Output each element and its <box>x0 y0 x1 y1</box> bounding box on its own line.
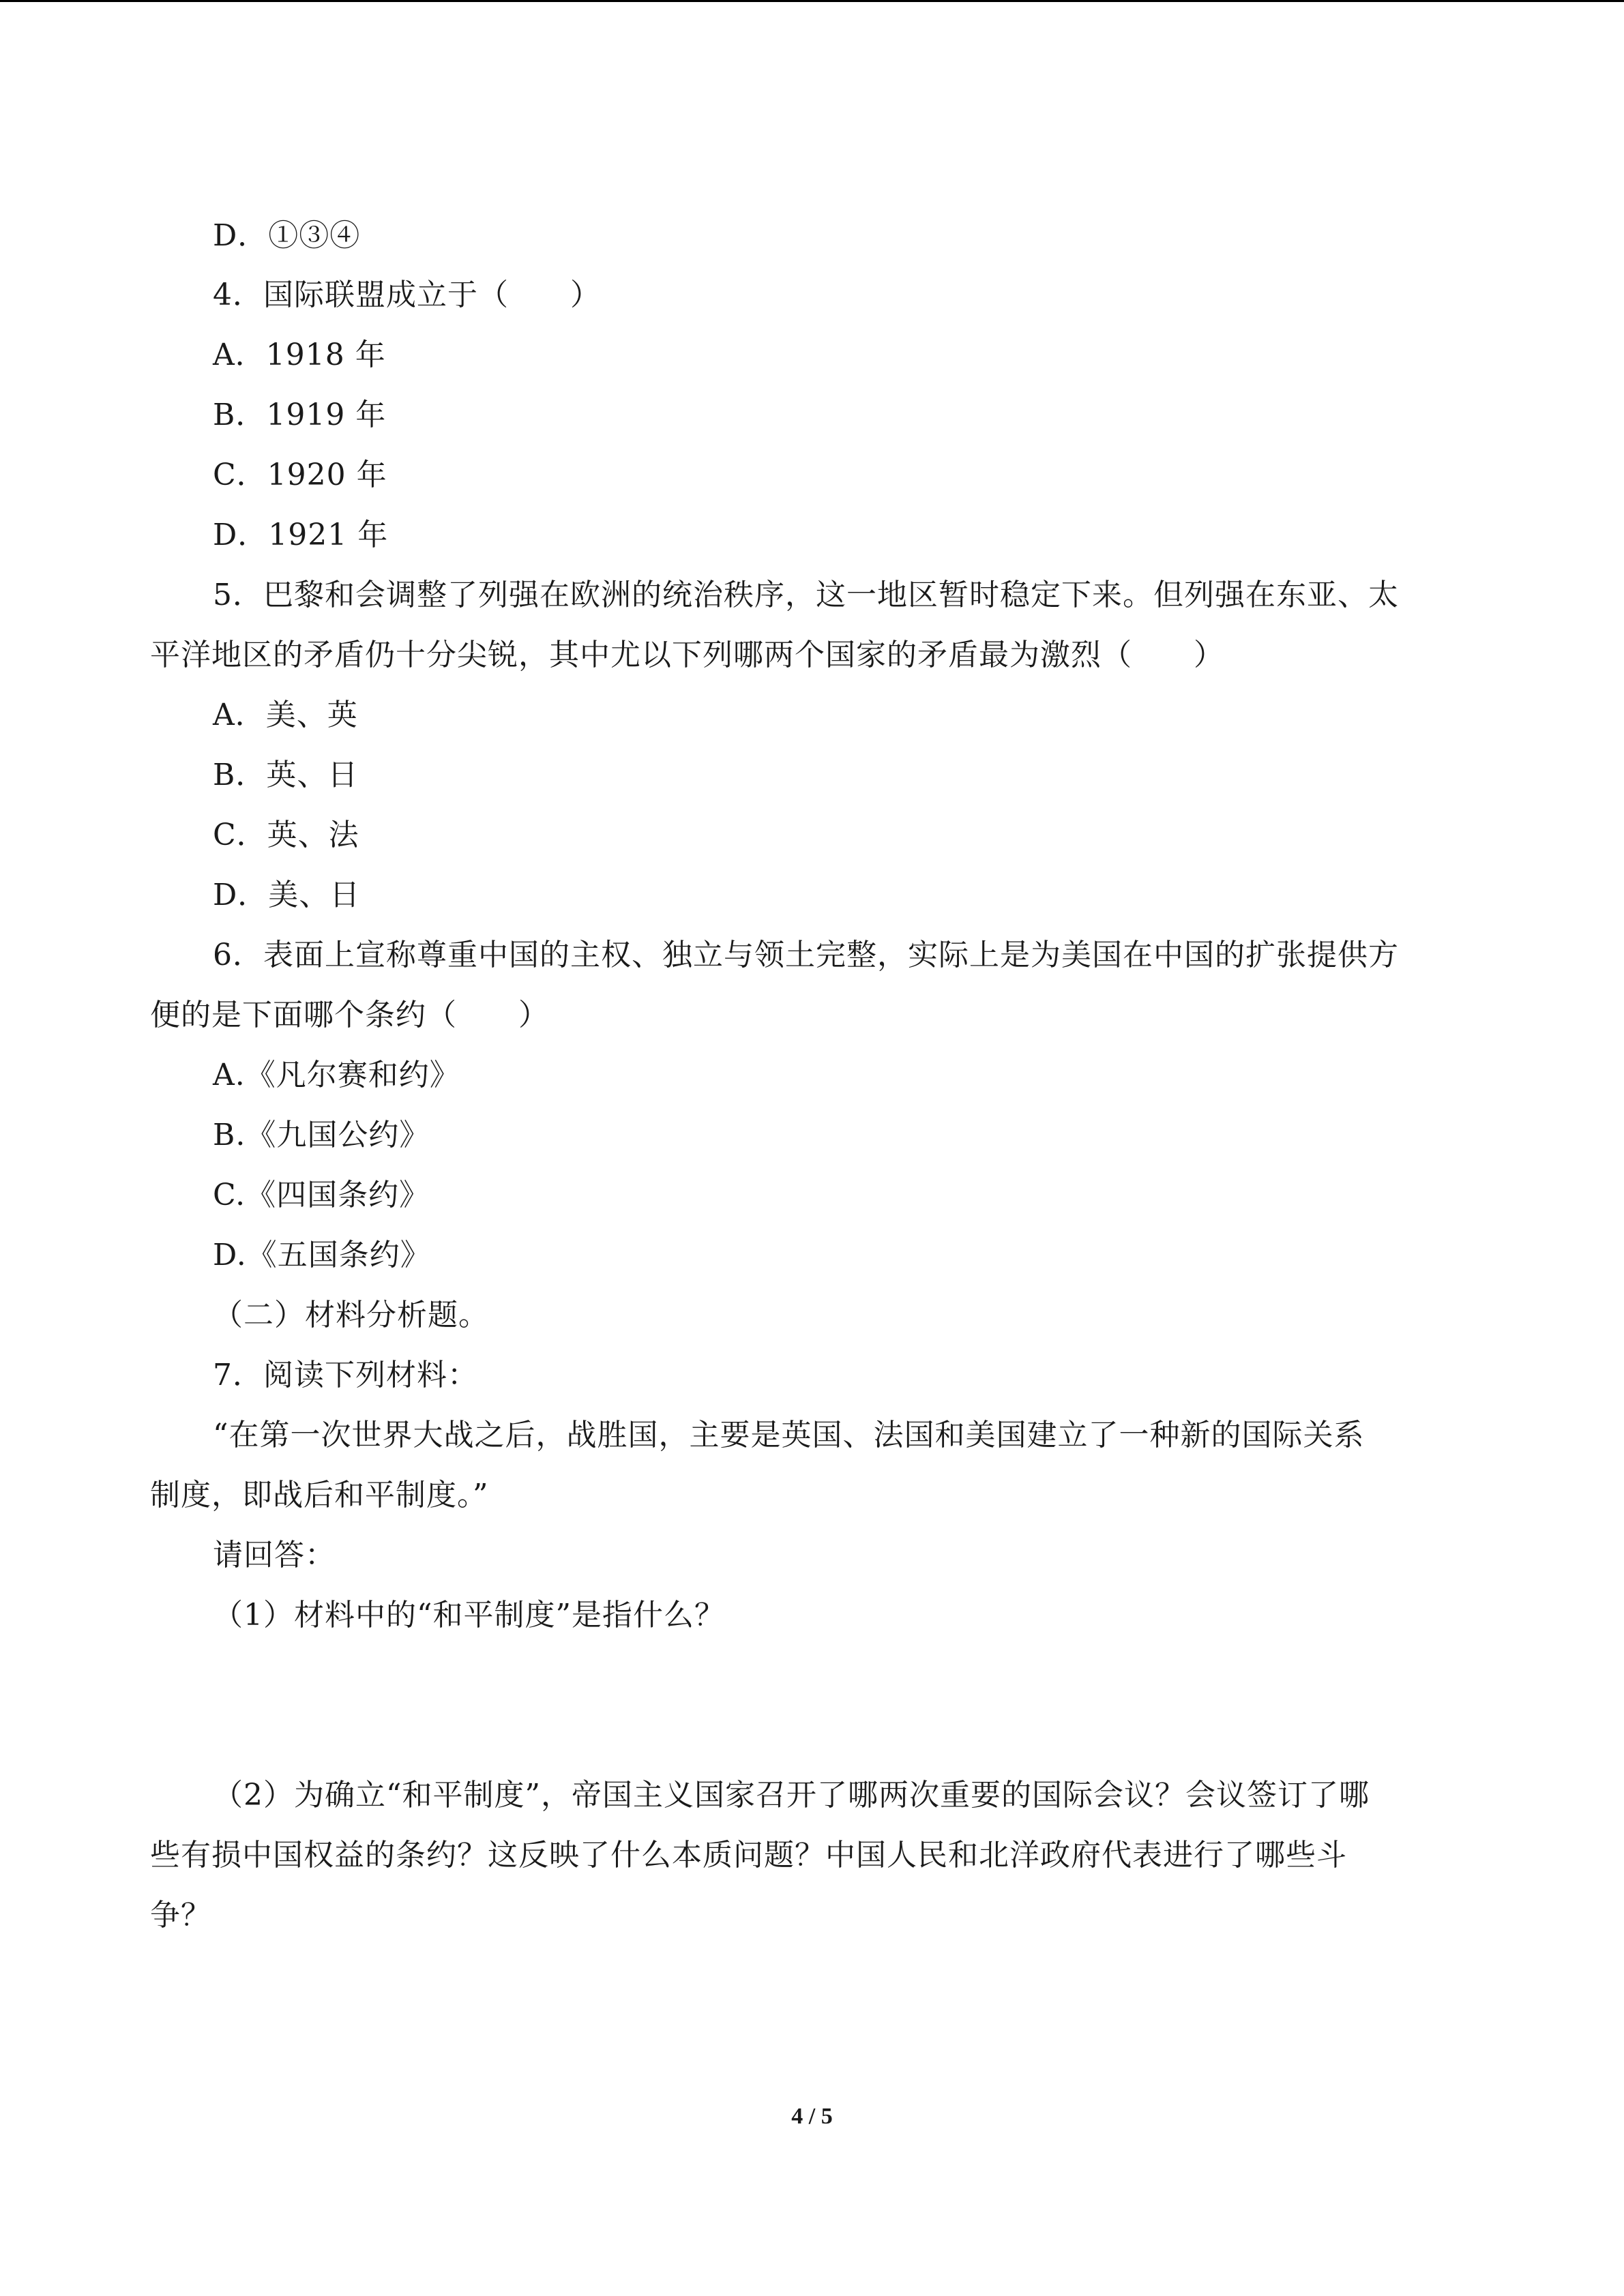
q5-option-d: D．美、日 <box>213 878 361 912</box>
q5-stem-line2: 平洋地区的矛盾仍十分尖锐，其中尤以下列哪两个国家的矛盾最为激烈（ ） <box>150 638 1224 672</box>
q5-option-b: B．英、日 <box>213 758 359 792</box>
q7-material-line1: “在第一次世界大战之后，战胜国，主要是英国、法国和美国建立了一种新的国际关系 <box>213 1418 1365 1452</box>
q7-sub-question-1: （1）材料中的“和平制度”是指什么？ <box>213 1598 725 1632</box>
q7-sub-question-2-line2: 些有损中国权益的条约？这反映了什么本质问题？中国人民和北洋政府代表进行了哪些斗 <box>150 1838 1347 1873</box>
q4-stem: 4．国际联盟成立于（ ） <box>213 278 601 312</box>
q4-option-d: D．1921 年 <box>213 518 389 552</box>
q4-option-c: C．1920 年 <box>213 458 387 492</box>
q6-option-c: C.《四国条约》 <box>213 1178 430 1212</box>
q7-sub-question-2-line3: 争？ <box>150 1898 211 1933</box>
page-number: 4 / 5 <box>791 2104 833 2129</box>
q5-stem-line1: 5．巴黎和会调整了列强在欧洲的统治秩序，这一地区暂时稳定下来。但列强在东亚、太 <box>213 578 1399 612</box>
q6-stem-line2: 便的是下面哪个条约（ ） <box>150 998 549 1032</box>
q7-stem: 7．阅读下列材料： <box>213 1358 478 1392</box>
q7-sub-question-2-line1: （2）为确立“和平制度”，帝国主义国家召开了哪两次重要的国际会议？会议签订了哪 <box>213 1778 1370 1813</box>
q6-option-d: D.《五国条约》 <box>213 1238 431 1272</box>
q5-option-c: C．英、法 <box>213 818 359 852</box>
q7-material-line2: 制度，即战后和平制度。” <box>150 1478 489 1512</box>
q6-option-b: B.《九国公约》 <box>213 1118 430 1152</box>
q4-option-a: A．1918 年 <box>213 338 386 372</box>
section-heading-material-analysis: （二）材料分析题。 <box>213 1298 489 1332</box>
q4-option-b: B．1919 年 <box>213 398 387 432</box>
top-border <box>0 0 1624 2</box>
q6-option-a: A.《凡尔赛和约》 <box>213 1058 460 1092</box>
q7-prompt: 请回答： <box>213 1538 336 1572</box>
q6-stem-line1: 6．表面上宣称尊重中国的主权、独立与领土完整，实际上是为美国在中国的扩张提供方 <box>213 938 1399 972</box>
q5-option-a: A．美、英 <box>213 698 358 732</box>
q3-option-d: D．①③④ <box>213 218 361 253</box>
